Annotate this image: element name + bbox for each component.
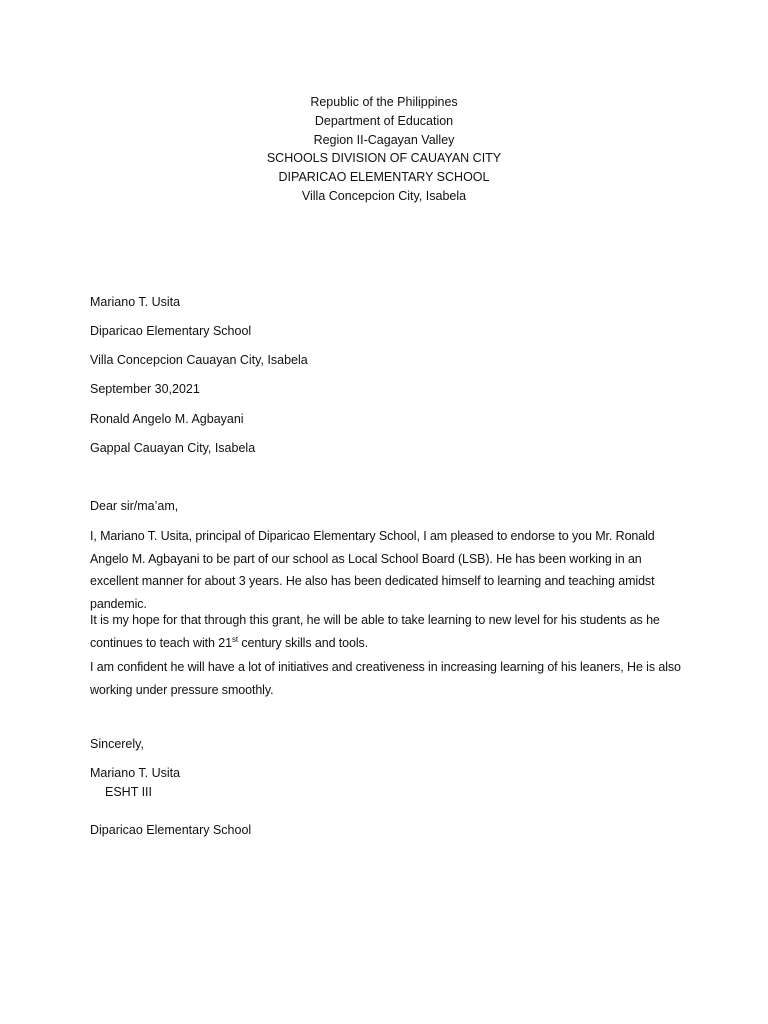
body-paragraph-2-text: It is my hope for that through this grant, he will be able to take learning to new level for his students as he continues to teach with 21 bbox=[90, 613, 660, 650]
sender-address: Villa Concepcion Cauayan City, Isabela bbox=[90, 353, 308, 367]
body-paragraph-1: I, Mariano T. Usita, principal of Diparicao Elementary School, I am pleased to endorse to you Mr. Ronald Angelo M. Agbayani to be part of our school as Local School Board (LSB). He has been working in an excellent manner for about 3 years. He also has been dedicated himself to learning and teaching amidst pandemic. bbox=[90, 529, 655, 611]
body-paragraph-3: I am confident he will have a lot of initiatives and creativeness in increasing learning of his leaners, He is also working under pressure smoothly. bbox=[90, 660, 681, 697]
body-paragraph-2 bbox=[90, 609, 682, 654]
ordinal-suffix: st bbox=[231, 634, 238, 644]
signatory-title: ESHT III bbox=[105, 785, 153, 799]
sender-name: Mariano T. Usita bbox=[90, 295, 181, 309]
sender-school: Diparicao Elementary School bbox=[90, 324, 252, 338]
letterhead-location: Villa Concepcion City, Isabela bbox=[301, 188, 467, 203]
letterhead bbox=[0, 93, 768, 206]
salutation: Dear sir/ma’am, bbox=[90, 499, 179, 513]
letter-date: September 30,2021 bbox=[90, 382, 200, 396]
letterhead-school: DIPARICAO ELEMENTARY SCHOOL bbox=[278, 170, 490, 185]
signatory-school: Diparicao Elementary School bbox=[90, 823, 252, 837]
signatory-name: Mariano T. Usita bbox=[90, 766, 181, 780]
recipient-address: Gappal Cauayan City, Isabela bbox=[90, 441, 256, 455]
letterhead-department: Department of Education bbox=[314, 113, 454, 128]
letterhead-region: Region II-Cagayan Valley bbox=[313, 132, 455, 147]
letterhead-division: SCHOOLS DIVISION OF CAUAYAN CITY bbox=[266, 151, 502, 166]
body-paragraph-2-text-end: century skills and tools. bbox=[237, 635, 369, 650]
valediction: Sincerely, bbox=[90, 737, 144, 751]
recipient-name: Ronald Angelo M. Agbayani bbox=[90, 412, 244, 426]
letterhead-republic: Republic of the Philippines bbox=[310, 95, 458, 109]
